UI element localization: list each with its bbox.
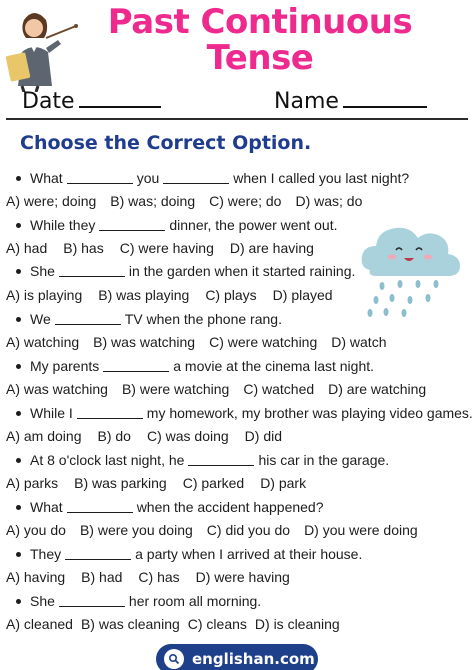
option-a[interactable]: A) parks	[6, 475, 59, 491]
options-8	[6, 520, 418, 540]
name-label: Name	[274, 89, 339, 114]
option-d[interactable]: D) is cleaning	[254, 616, 340, 632]
question-2: While they dinner, the power went out.	[16, 215, 337, 235]
option-c[interactable]: C) were; do	[209, 193, 282, 209]
answer-blank[interactable]	[188, 465, 254, 466]
option-b[interactable]: B) were you doing	[79, 522, 193, 538]
site-badge[interactable]	[156, 644, 318, 670]
question-8: What when the accident happened?	[16, 497, 324, 517]
option-d[interactable]: D) park	[260, 475, 307, 491]
options-10	[6, 614, 340, 634]
option-b[interactable]: B) has	[63, 240, 104, 256]
answer-blank[interactable]	[99, 230, 165, 231]
option-a[interactable]: A) you do	[6, 522, 66, 538]
site-url: englishan.com	[192, 650, 315, 668]
option-c[interactable]: C) was doing	[146, 428, 229, 444]
option-a[interactable]: A) is playing	[6, 287, 83, 303]
date-label: Date	[22, 89, 75, 114]
bullet-icon	[16, 552, 21, 557]
option-c[interactable]: C) watched	[243, 381, 315, 397]
option-c[interactable]: C) were having	[119, 240, 214, 256]
options-3	[6, 285, 333, 305]
option-d[interactable]: D) are having	[229, 240, 314, 256]
answer-blank[interactable]	[59, 276, 125, 277]
option-a[interactable]: A) were; doing	[6, 193, 97, 209]
question-1: What you when I called you last night?	[16, 168, 409, 188]
answer-blank[interactable]	[103, 371, 169, 372]
title-line-2: Tense	[206, 38, 314, 78]
option-a[interactable]: A) having	[6, 569, 66, 585]
options-4	[6, 332, 386, 352]
bullet-icon	[16, 458, 21, 463]
option-d[interactable]: D) you were doing	[304, 522, 418, 538]
option-c[interactable]: C) were watching	[209, 334, 318, 350]
name-blank[interactable]	[343, 106, 427, 108]
bullet-icon	[16, 269, 21, 274]
section-title: Choose the Correct Option.	[20, 132, 312, 154]
question-3: She in the garden when it started raining.	[16, 261, 355, 281]
bullet-icon	[16, 176, 21, 181]
option-d[interactable]: D) watch	[331, 334, 387, 350]
option-c[interactable]: C) plays	[205, 287, 257, 303]
option-b[interactable]: B) was watching	[93, 334, 196, 350]
options-7	[6, 473, 306, 493]
answer-blank[interactable]	[163, 183, 229, 184]
question-9: They a party when I arrived at their house.	[16, 544, 362, 564]
options-9	[6, 567, 290, 587]
option-d[interactable]: D) were having	[195, 569, 290, 585]
options-5	[6, 379, 426, 399]
header-divider	[6, 118, 468, 120]
option-b[interactable]: B) do	[97, 428, 131, 444]
option-c[interactable]: C) cleans	[187, 616, 247, 632]
option-c[interactable]: C) has	[138, 569, 180, 585]
answer-blank[interactable]	[67, 183, 133, 184]
answer-blank[interactable]	[67, 512, 133, 513]
date-field	[22, 84, 161, 114]
answer-blank[interactable]	[59, 606, 125, 607]
option-d[interactable]: D) are watching	[328, 381, 427, 397]
question-6: While I my homework, my brother was playing video games.	[16, 403, 473, 423]
option-d[interactable]: D) did	[244, 428, 283, 444]
options-6	[6, 426, 282, 446]
option-b[interactable]: B) were watching	[121, 381, 230, 397]
option-d[interactable]: D) played	[272, 287, 333, 303]
date-blank[interactable]	[79, 106, 161, 108]
question-7: At 8 o'clock last night, he his car in the garage.	[16, 450, 389, 470]
answer-blank[interactable]	[77, 418, 143, 419]
bullet-icon	[16, 364, 21, 369]
rain-cloud-icon	[358, 220, 466, 318]
options-2	[6, 238, 314, 258]
answer-blank[interactable]	[55, 324, 121, 325]
options-1	[6, 191, 362, 211]
option-b[interactable]: B) had	[81, 569, 123, 585]
search-icon	[164, 649, 184, 669]
option-a[interactable]: A) had	[6, 240, 48, 256]
title-line-1: Past Continuous	[107, 2, 413, 42]
bullet-icon	[16, 317, 21, 322]
name-field	[274, 84, 427, 114]
question-10: She her room all morning.	[16, 591, 261, 611]
option-b[interactable]: B) was playing	[98, 287, 190, 303]
option-a[interactable]: A) cleaned	[6, 616, 73, 632]
question-4: We TV when the phone rang.	[16, 309, 282, 329]
option-a[interactable]: A) am doing	[6, 428, 82, 444]
option-b[interactable]: B) was; doing	[110, 193, 196, 209]
option-c[interactable]: C) did you do	[206, 522, 291, 538]
bullet-icon	[16, 505, 21, 510]
option-b[interactable]: B) was cleaning	[80, 616, 180, 632]
bullet-icon	[16, 411, 21, 416]
option-a[interactable]: A) watching	[6, 334, 80, 350]
option-a[interactable]: A) was watching	[6, 381, 108, 397]
bullet-icon	[16, 599, 21, 604]
option-b[interactable]: B) was parking	[74, 475, 167, 491]
answer-blank[interactable]	[65, 559, 131, 560]
question-5: My parents a movie at the cinema last night.	[16, 356, 374, 376]
option-d[interactable]: D) was; do	[295, 193, 363, 209]
bullet-icon	[16, 223, 21, 228]
option-c[interactable]: C) parked	[182, 475, 245, 491]
